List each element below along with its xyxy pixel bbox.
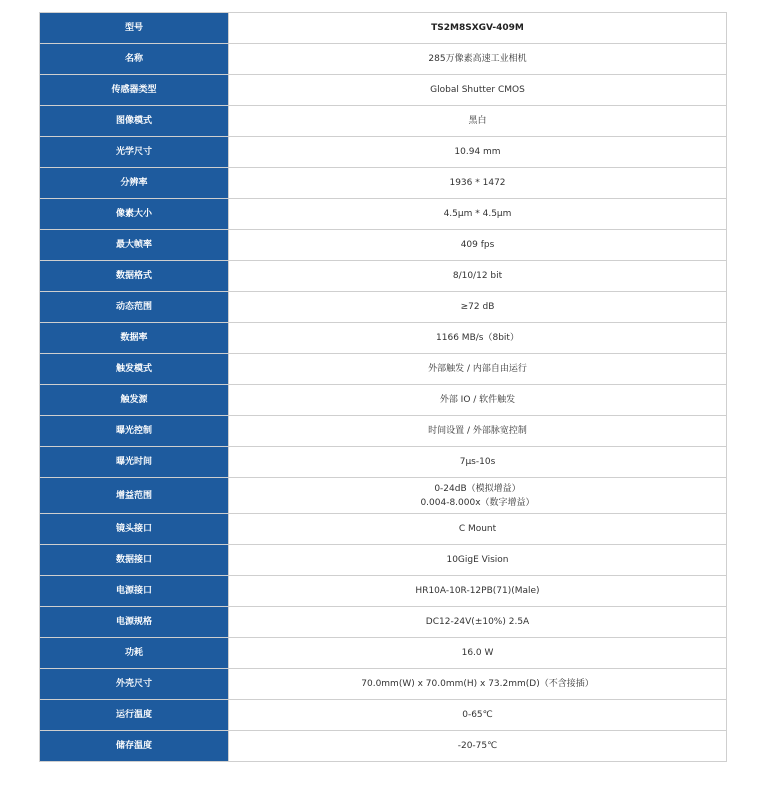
table-row: [40, 447, 727, 478]
spec-value: [229, 478, 727, 514]
spec-value: 409 fps: [229, 230, 727, 261]
spec-value: ≥72 dB: [229, 292, 727, 323]
table-row: [40, 478, 727, 514]
table-row: [40, 13, 727, 44]
spec-label: 数据率: [40, 323, 229, 354]
spec-label: 功耗: [40, 638, 229, 669]
spec-value: 外部触发 / 内部自由运行: [229, 354, 727, 385]
table-row: [40, 168, 727, 199]
table-row: [40, 514, 727, 545]
spec-label: 数据接口: [40, 545, 229, 576]
table-row: [40, 199, 727, 230]
table-row: [40, 638, 727, 669]
table-row: [40, 44, 727, 75]
spec-value: TS2M8SXGV-409M: [229, 13, 727, 44]
table-row: [40, 731, 727, 762]
spec-value-line: 0-24dB（模拟增益）: [434, 483, 521, 494]
spec-table: [39, 12, 727, 762]
spec-label: 运行温度: [40, 700, 229, 731]
spec-label: 储存温度: [40, 731, 229, 762]
spec-value: 16.0 W: [229, 638, 727, 669]
table-row: [40, 545, 727, 576]
spec-value: -20-75℃: [229, 731, 727, 762]
spec-value: 4.5μm * 4.5μm: [229, 199, 727, 230]
table-row: [40, 261, 727, 292]
spec-value: 时间设置 / 外部脉宽控制: [229, 416, 727, 447]
spec-value: 1936 * 1472: [229, 168, 727, 199]
spec-label: 分辨率: [40, 168, 229, 199]
spec-value: 8/10/12 bit: [229, 261, 727, 292]
spec-label: 电源接口: [40, 576, 229, 607]
table-row: [40, 106, 727, 137]
spec-label: 传感器类型: [40, 75, 229, 106]
table-row: [40, 385, 727, 416]
spec-value: 70.0mm(W) x 70.0mm(H) x 73.2mm(D)（不含接插）: [229, 669, 727, 700]
spec-value-line: 0.004-8.000x（数字增益）: [420, 497, 535, 508]
spec-value: 7μs-10s: [229, 447, 727, 478]
spec-value: 10.94 mm: [229, 137, 727, 168]
table-row: [40, 292, 727, 323]
table-row: [40, 354, 727, 385]
table-row: [40, 700, 727, 731]
spec-label: 触发模式: [40, 354, 229, 385]
spec-value: 285万像素高速工业相机: [229, 44, 727, 75]
table-row: [40, 669, 727, 700]
spec-value: C Mount: [229, 514, 727, 545]
spec-value: 外部 IO / 软件触发: [229, 385, 727, 416]
table-row: [40, 75, 727, 106]
spec-label: 镜头接口: [40, 514, 229, 545]
spec-label: 曝光控制: [40, 416, 229, 447]
spec-label: 型号: [40, 13, 229, 44]
table-row: [40, 416, 727, 447]
spec-label: 光学尺寸: [40, 137, 229, 168]
spec-value: DC12-24V(±10%) 2.5A: [229, 607, 727, 638]
spec-label: 图像模式: [40, 106, 229, 137]
table-row: [40, 137, 727, 168]
spec-label: 名称: [40, 44, 229, 75]
spec-label: 增益范围: [40, 478, 229, 514]
spec-value: 黑白: [229, 106, 727, 137]
spec-value: 1166 MB/s（8bit）: [229, 323, 727, 354]
spec-value: Global Shutter CMOS: [229, 75, 727, 106]
spec-value: 0-65℃: [229, 700, 727, 731]
spec-label: 最大帧率: [40, 230, 229, 261]
spec-label: 数据格式: [40, 261, 229, 292]
table-row: [40, 607, 727, 638]
spec-label: 动态范围: [40, 292, 229, 323]
spec-label: 触发源: [40, 385, 229, 416]
table-row: [40, 576, 727, 607]
spec-label: 曝光时间: [40, 447, 229, 478]
spec-label: 外壳尺寸: [40, 669, 229, 700]
spec-value: HR10A-10R-12PB(71)(Male): [229, 576, 727, 607]
table-row: [40, 323, 727, 354]
spec-value: 10GigE Vision: [229, 545, 727, 576]
spec-label: 电源规格: [40, 607, 229, 638]
spec-label: 像素大小: [40, 199, 229, 230]
table-row: [40, 230, 727, 261]
